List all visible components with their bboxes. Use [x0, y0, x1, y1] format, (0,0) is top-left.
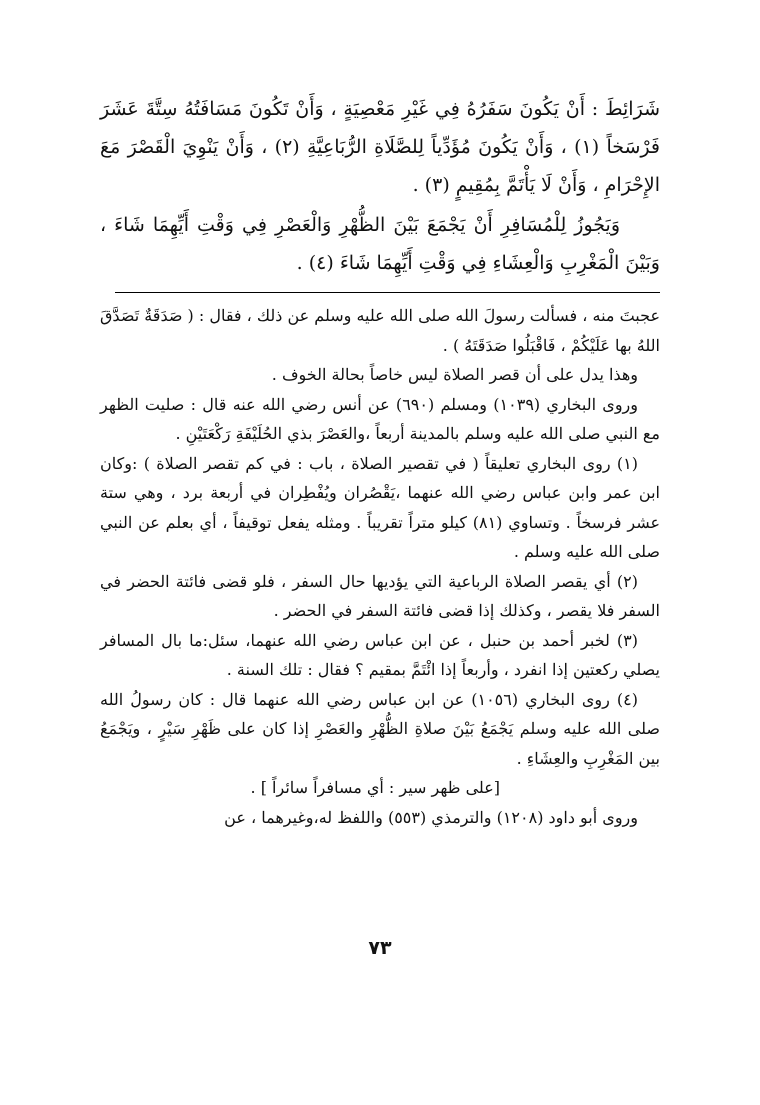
footnote-paragraph: عجبتَ منه ، فسألت رسولَ الله صلى الله عليه وسلم عن ذلك ، فقال : ( صَدَقَةٌ تَصَدَّقَ اللهُ بها عَلَيْكُمْ ، فَاقْبَلُوا صَدَقَتَهُ ) .: [100, 306, 660, 355]
footnote-3: (٣) لخبر أحمد بن حنبل ، عن ابن عباس رضي الله عنهما، سئل:ما بال المسافر يصلي ركعتين إذا انفرد ، وأربعاً إذا ائْتَمَّ بمقيم ؟ فقال : تلك السنة .: [100, 630, 660, 679]
footnote-continued: وروى أبو داود (١٢٠٨) والترمذي (٥٥٣) واللفظ له،وغيرهما ، عن: [224, 807, 638, 827]
footnote-1: (١) روى البخاري تعليقاً ( في تقصير الصلاة ، باب : في كم تقصر الصلاة ) :وكان ابن عمر وابن عباس رضي الله عنهما ،يَقْصُران ويُفْطِران في أربعة برد ، وهي ستة عشر فرسخاً . وتساوي (٨١) كيلو متراً تقريباً . ومثله يفعل توقيفاً ، أي بعلم عن النبي صلى الله عليه وسلم .: [100, 453, 661, 561]
page-content: [100, 90, 660, 832]
footnote-2: (٢) أي يقصر الصلاة الرباعية التي يؤديها حال السفر ، فلو قضى فائتة الحضر في السفر فلا يقصر ، وكذلك إذا قضى فائتة السفر في الحضر .: [100, 571, 660, 620]
page-number: ٧٣: [368, 937, 392, 959]
footnote-gloss: [على ظهر سير : أي مسافراً سائراً ] .: [250, 778, 500, 797]
main-paragraph: شَرَائِطَ : أَنْ يَكُونَ سَفَرُهُ فِي غَيْرِ مَعْصِيَةٍ ، وَأَنْ تَكُونَ مَسَافَتُهُ سِتَّةَ عَشَرَ فَرْسَخاً (١) ، وَأَنْ يَكُونَ مُؤَدِّياً لِلصَّلَاةِ الرُّبَاعِيَّةِ (٢) ، وَأَنْ يَنْوِيَ الْقَصْرَ مَعَ الإِحْرَامِ ، وَأَنْ لَا يَأْتَمَّ بِمُقِيمٍ (٣) .: [100, 98, 660, 196]
footnote-separator: [115, 292, 660, 293]
footnote-paragraph: وروى البخاري (١٠٣٩) ومسلم (٦٩٠) عن أنس رضي الله عنه قال : صليت الظهر مع النبي صلى الله عليه وسلم بالمدينة أربعاً ،والعَصْرَ بذي الحُلَيْفَةِ رَكْعَتَيْنِ .: [100, 394, 660, 443]
footnote-4: (٤) روى البخاري (١٠٥٦) عن ابن عباس رضي الله عنهما قال : كان رسولُ الله صلى الله عليه وسلم يَجْمَعُ بَيْنَ صلاةِ الظُّهْرِ والعَصْرِ إذا كان على ظَهْرِ سَيْرٍ ، ويَجْمَعُ بين المَغْرِبِ والعِشَاءِ .: [100, 689, 660, 768]
main-text: [100, 90, 660, 282]
main-paragraph: وَيَجُوزُ لِلْمُسَافِرِ أَنْ يَجْمَعَ بَيْنَ الظُّهْرِ وَالْعَصْرِ فِي وَقْتِ أَيِّهِمَا شَاءَ ، وَبَيْنَ الْمَغْرِبِ وَالْعِشَاءِ فِي وَقْتِ أَيِّهِمَا شَاءَ (٤) .: [100, 214, 660, 274]
footnote-paragraph: وهذا يدل على أن قصر الصلاة ليس خاصاً بحالة الخوف .: [271, 365, 638, 384]
footnotes: [100, 301, 660, 832]
